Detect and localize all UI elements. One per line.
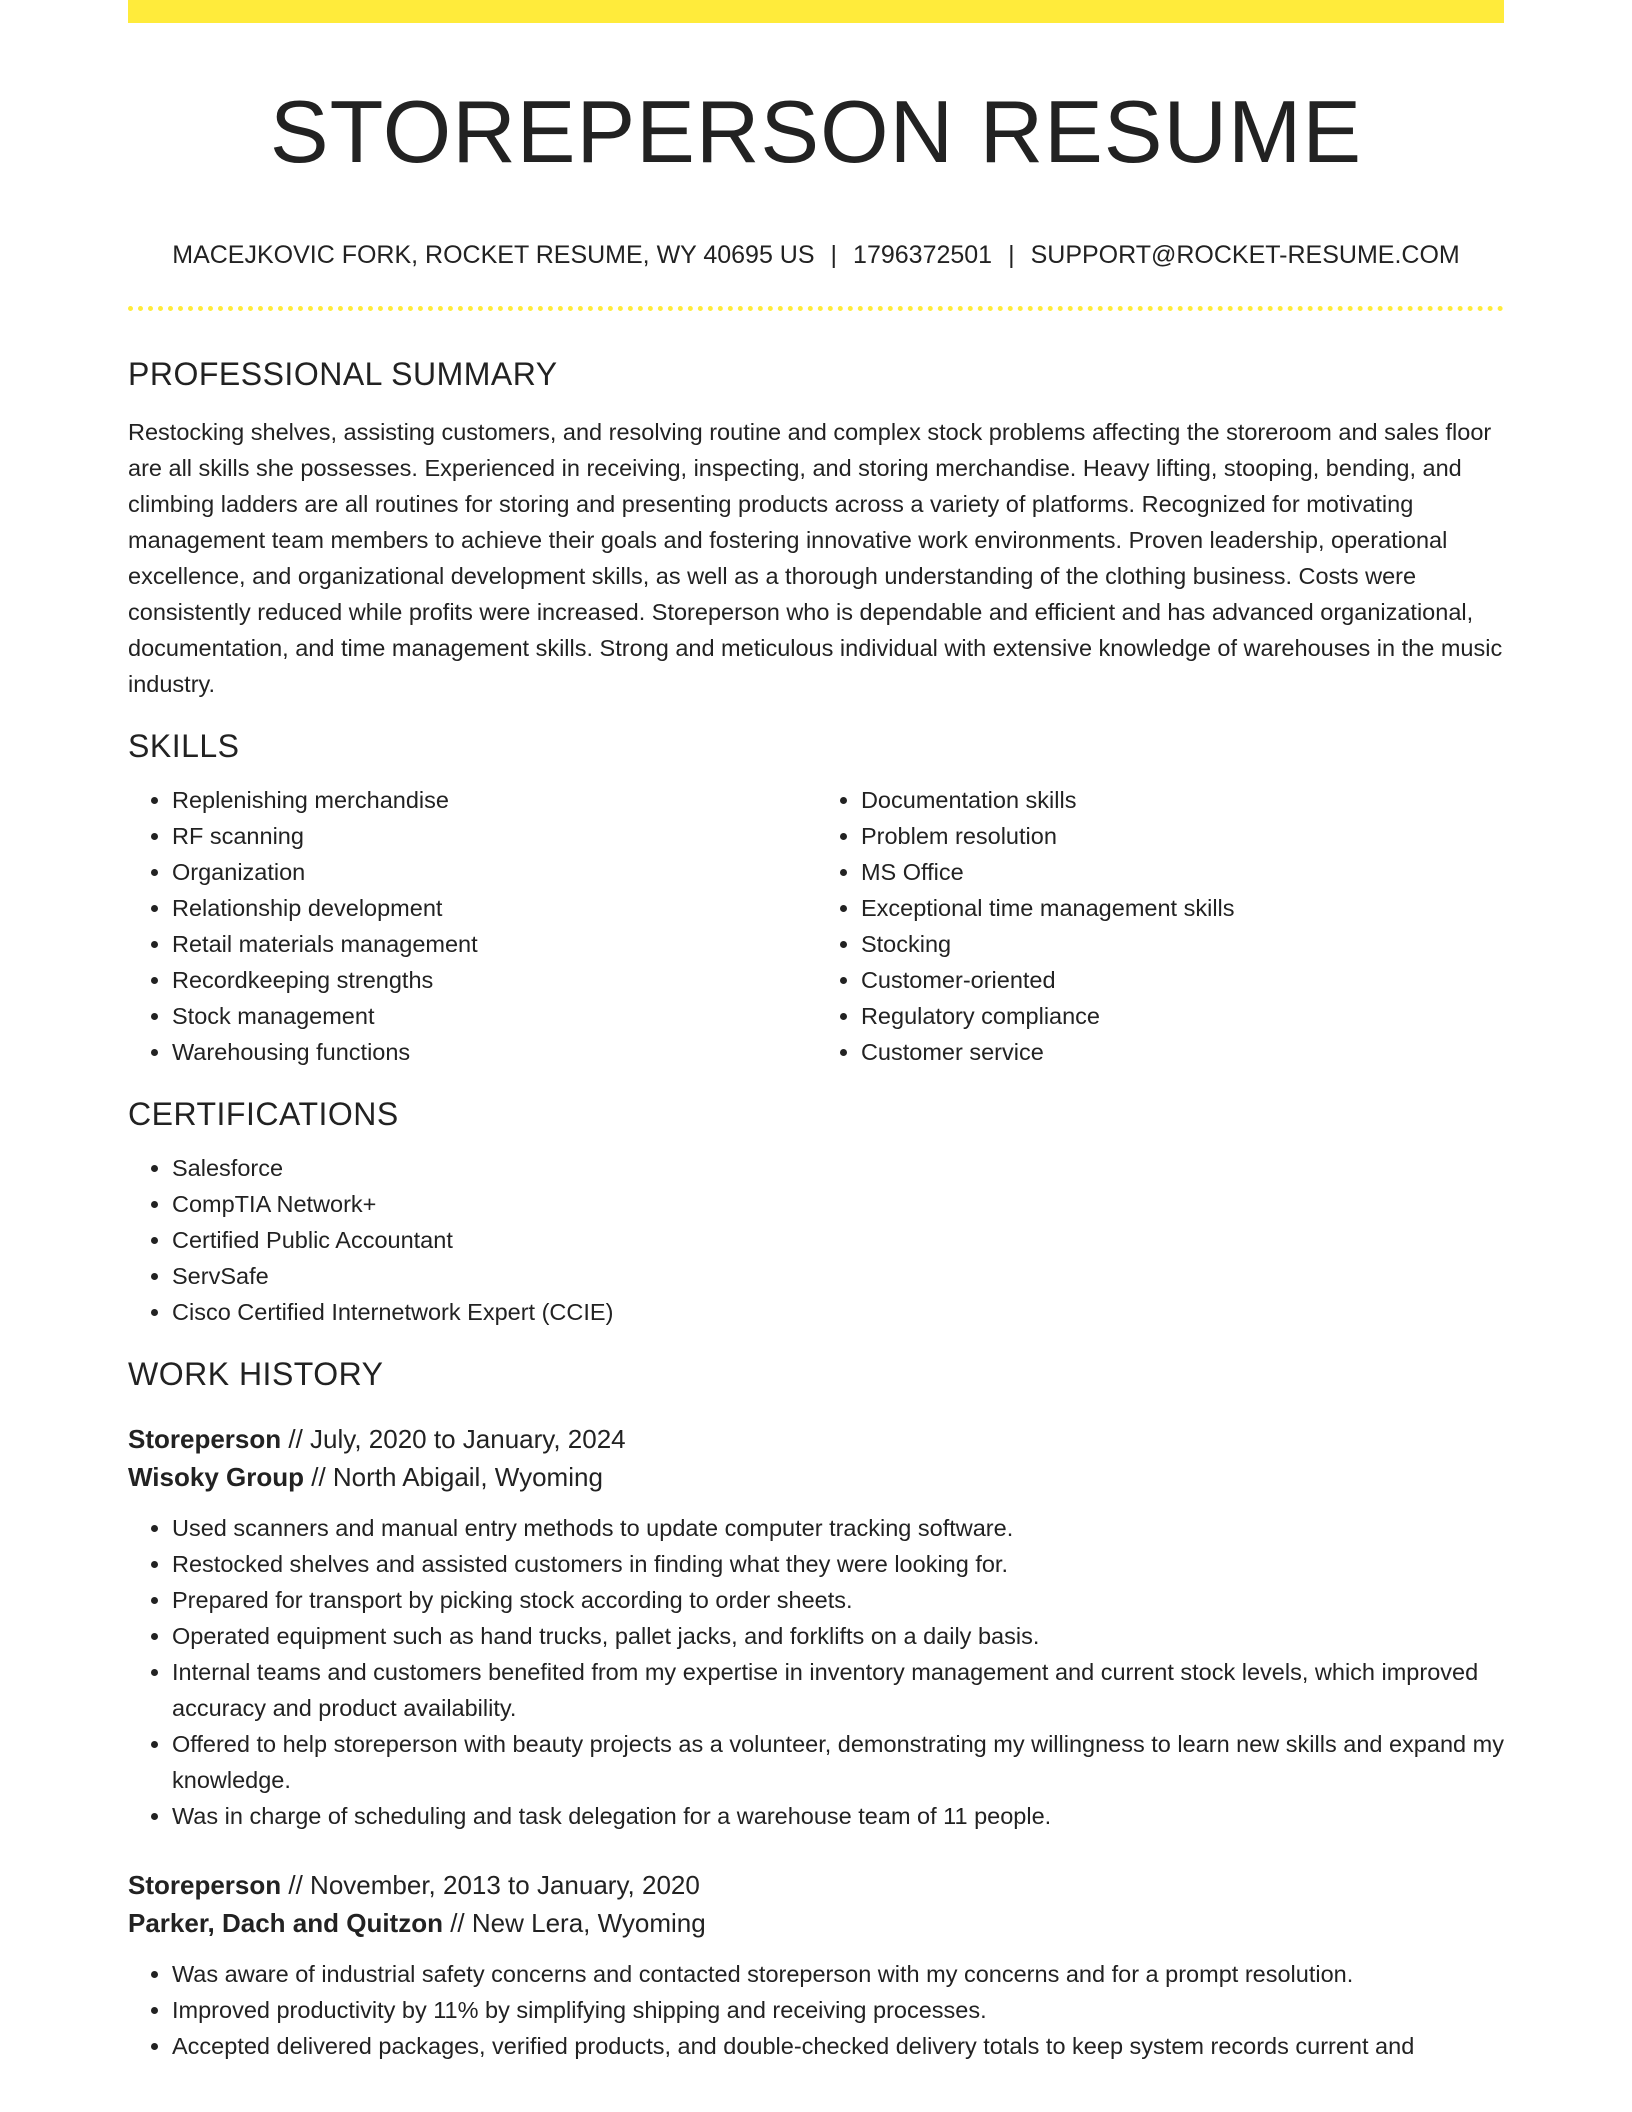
skills-heading: SKILLS <box>128 728 240 764</box>
job-bullet: • Offered to help storeperson with beauty projects as a volunteer, demonstrating my willingness to learn new skills and expand my knowledge. <box>172 1726 1504 1798</box>
skill-item: • Relationship development <box>172 890 817 926</box>
job-title: Storeperson <box>128 1870 282 1900</box>
certification-item: • Salesforce <box>172 1150 1504 1186</box>
job-location: // North Abigail, Wyoming <box>304 1462 603 1492</box>
job-bullets <box>128 1956 1504 2064</box>
resume-title: STOREPERSON RESUME <box>269 82 1363 181</box>
job-entry <box>128 1420 1504 1496</box>
contact-address: MACEJKOVIC FORK, ROCKET RESUME, WY 40695 US <box>172 241 815 269</box>
skills-section <box>128 724 1504 1070</box>
job-company-line <box>128 1904 1504 1942</box>
skills-list-right <box>817 782 1504 1070</box>
skill-item: • Organization <box>172 854 817 890</box>
job-bullet: • Was aware of industrial safety concerns and contacted storeperson with my concerns and for a prompt resolution. <box>172 1956 1504 1992</box>
certifications-heading: CERTIFICATIONS <box>128 1096 399 1132</box>
certification-item: • CompTIA Network+ <box>172 1186 1504 1222</box>
job-title-line <box>128 1866 1504 1904</box>
job-bullet: • Accepted delivered packages, verified products, and double-checked delivery totals to keep system records current and <box>172 2028 1504 2064</box>
job-bullet: • Used scanners and manual entry methods to update computer tracking software. <box>172 1510 1504 1546</box>
summary-section <box>128 352 1504 702</box>
skill-item: • Stock management <box>172 998 817 1034</box>
summary-heading: PROFESSIONAL SUMMARY <box>128 356 558 392</box>
contact-phone: 1796372501 <box>853 241 993 269</box>
certifications-list <box>128 1150 1504 1330</box>
job-dates: // July, 2020 to January, 2024 <box>281 1424 626 1454</box>
skill-item: • Regulatory compliance <box>861 998 1504 1034</box>
dotted-divider <box>128 306 1504 311</box>
certification-item: • ServSafe <box>172 1258 1504 1294</box>
skill-item: • Replenishing merchandise <box>172 782 817 818</box>
resume-content <box>128 352 1504 2064</box>
skill-item: • Recordkeeping strengths <box>172 962 817 998</box>
job-spacer <box>128 1834 1504 1866</box>
accent-bar <box>128 0 1504 23</box>
job-dates: // November, 2013 to January, 2020 <box>281 1870 700 1900</box>
certifications-section <box>128 1092 1504 1330</box>
job-bullet: • Internal teams and customers benefited from my expertise in inventory management and current stock levels, which improved accuracy and product availability. <box>172 1654 1504 1726</box>
skill-item: • Exceptional time management skills <box>861 890 1504 926</box>
contact-line <box>128 235 1504 275</box>
job-location: // New Lera, Wyoming <box>442 1908 706 1938</box>
skill-item: • Retail materials management <box>172 926 817 962</box>
certification-item: • Cisco Certified Internetwork Expert (CCIE) <box>172 1294 1504 1330</box>
job-bullet: • Restocked shelves and assisted customers in finding what they were looking for. <box>172 1546 1504 1582</box>
contact-email: SUPPORT@ROCKET-RESUME.COM <box>1030 241 1460 269</box>
summary-text: Restocking shelves, assisting customers, and resolving routine and complex stock problems affecting the storeroom and sales floor are all skills she possesses. Experienced in receiving, inspecting, and storing merchandise. Heavy lifting, stooping, bending, and climbing ladders are all routines for storing and presenting products across a variety of platforms. Recognized for motivating management team members to achieve their goals and fostering innovative work environments. Proven leadership, operational excellence, and organizational development skills, as well as a thorough understanding of the clothing business. Costs were consistently reduced while profits were increased. Storeperson who is dependable and efficient and has advanced organizational, documentation, and time management skills. Strong and meticulous individual with extensive knowledge of warehouses in the music industry. <box>128 419 1503 697</box>
job-title: Storeperson <box>128 1424 282 1454</box>
certification-item: • Certified Public Accountant <box>172 1222 1504 1258</box>
skill-item: • Customer service <box>861 1034 1504 1070</box>
skill-item: • Problem resolution <box>861 818 1504 854</box>
job-bullet: • Operated equipment such as hand trucks, pallet jacks, and forklifts on a daily basis. <box>172 1618 1504 1654</box>
work-history-heading: WORK HISTORY <box>128 1356 384 1392</box>
job-bullets <box>128 1510 1504 1834</box>
job-bullet: • Was in charge of scheduling and task delegation for a warehouse team of 11 people. <box>172 1798 1504 1834</box>
job-bullet: • Prepared for transport by picking stock according to order sheets. <box>172 1582 1504 1618</box>
work-history-section <box>128 1352 1504 2064</box>
job-company-line <box>128 1458 1504 1496</box>
skill-item: • Stocking <box>861 926 1504 962</box>
skill-item: • Documentation skills <box>861 782 1504 818</box>
contact-separator: | <box>830 241 838 269</box>
job-company: Wisoky Group <box>128 1462 305 1492</box>
skill-item: • RF scanning <box>172 818 817 854</box>
job-entry <box>128 1866 1504 1942</box>
job-title-line <box>128 1420 1504 1458</box>
job-company: Parker, Dach and Quitzon <box>128 1908 443 1938</box>
skill-item: • Warehousing functions <box>172 1034 817 1070</box>
skill-item: • MS Office <box>861 854 1504 890</box>
skills-columns <box>128 782 1504 1070</box>
contact-separator: | <box>1008 241 1015 269</box>
job-bullet: • Improved productivity by 11% by simplifying shipping and receiving processes. <box>172 1992 1504 2028</box>
skill-item: • Customer-oriented <box>861 962 1504 998</box>
skills-list-left <box>128 782 817 1070</box>
